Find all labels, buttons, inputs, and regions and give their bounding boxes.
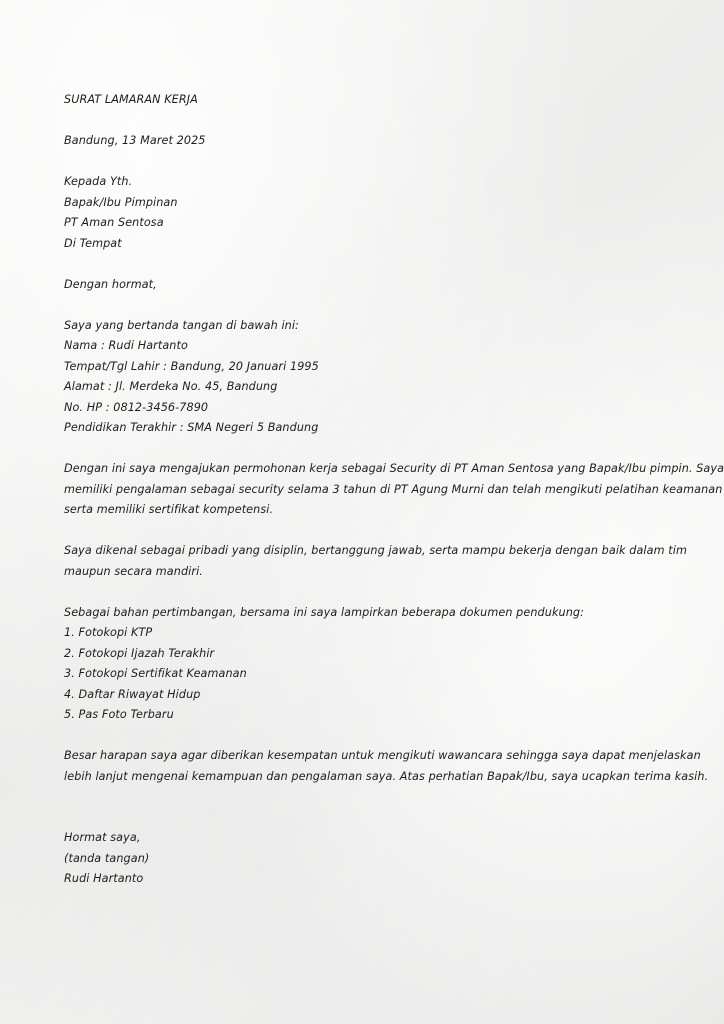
applicant-detail: Nama : Rudi Hartanto (64, 339, 188, 352)
sign-off: Hormat saya, (64, 831, 141, 844)
letter-body (64, 90, 724, 890)
list-item: 2. Fotokopi Ijazah Terakhir (64, 646, 215, 660)
letter-title: SURAT LAMARAN KERJA (64, 93, 198, 106)
list-item: 5. Pas Foto Terbaru (64, 708, 174, 721)
letter-date: Bandung, 13 Maret 2025 (64, 134, 206, 147)
recipient-block (64, 172, 684, 254)
paragraph-line: Saya dikenal sebagai pribadi yang disiplin, bertanggung jawab, serta mampu bekerja dengan baik dalam tim (64, 544, 687, 557)
recipient-line: Bapak/Ibu Pimpinan (64, 195, 178, 209)
signature-placeholder: (tanda tangan) (64, 851, 150, 865)
recipient-line: Kepada Yth. (64, 175, 133, 188)
greeting: Dengan hormat, (64, 277, 157, 291)
signer-name: Rudi Hartanto (64, 872, 144, 885)
applicant-detail: No. HP : 0812-3456-7890 (64, 400, 209, 414)
paragraph-line: Dengan ini saya mengajukan permohonan kerja sebagai Security di PT Aman Sentosa yang Bapak/Ibu pimpin. Saya (64, 462, 724, 475)
list-item: 4. Daftar Riwayat Hidup (64, 687, 201, 701)
attachments-list (64, 623, 684, 726)
paragraph-line: lebih lanjut mengenai kemampuan dan pengalaman saya. Atas perhatian Bapak/Ibu, saya ucapkan terima kasih. (64, 769, 709, 783)
paragraph-line: Besar harapan saya agar diberikan kesempatan untuk mengikuti wawancara sehingga saya dapat menjelaskan (64, 749, 701, 762)
applicant-detail: Alamat : Jl. Merdeka No. 45, Bandung (64, 380, 278, 393)
applicant-detail: Tempat/Tgl Lahir : Bandung, 20 Januari 1995 (64, 359, 319, 373)
attachments-intro: Sebagai bahan pertimbangan, bersama ini saya lampirkan beberapa dokumen pendukung: (64, 605, 584, 619)
list-item: 1. Fotokopi KTP (64, 626, 153, 639)
applicant-detail: Pendidikan Terakhir : SMA Negeri 5 Bandung (64, 421, 319, 434)
paragraph-application (64, 459, 724, 521)
recipient-line: PT Aman Sentosa (64, 216, 164, 229)
paragraph-personality (64, 541, 687, 582)
recipient-line: Di Tempat (64, 236, 122, 250)
applicant-details (64, 336, 684, 439)
intro-line: Saya yang bertanda tangan di bawah ini: (64, 318, 299, 332)
paragraph-closing (64, 746, 709, 787)
list-item: 3. Fotokopi Sertifikat Keamanan (64, 667, 247, 680)
paragraph-line: memiliki pengalaman sebagai security selama 3 tahun di PT Agung Murni dan telah mengikuti pelatihan keamanan (64, 482, 723, 496)
paragraph-line: maupun secara mandiri. (64, 564, 203, 578)
paragraph-line: serta memiliki sertifikat kompetensi. (64, 503, 274, 516)
